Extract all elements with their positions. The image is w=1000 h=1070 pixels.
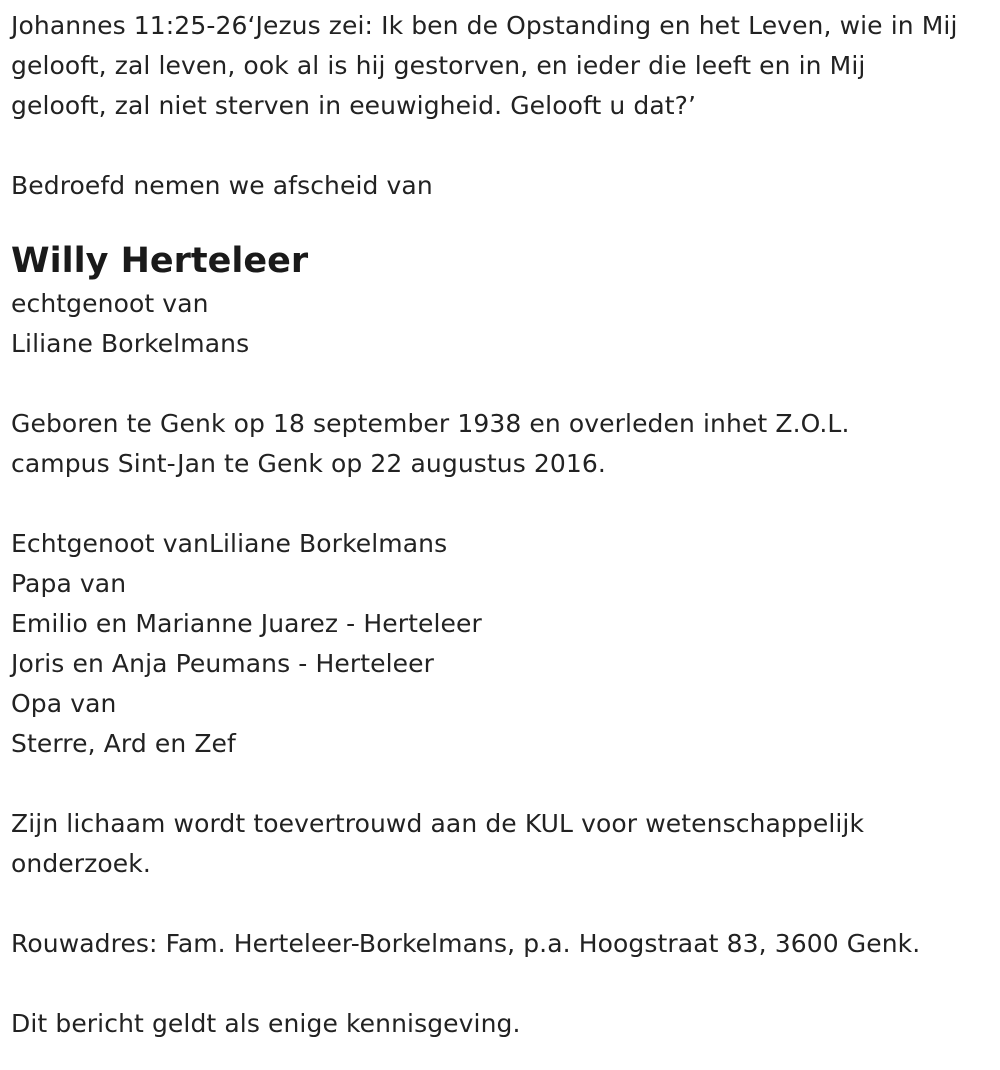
- spouse-block: [11, 284, 996, 364]
- spacer: [11, 964, 996, 1004]
- family-line: Emilio en Marianne Juarez - Herteleer: [11, 609, 482, 638]
- spacer: [11, 764, 996, 804]
- spacer: [11, 364, 996, 404]
- closing-note: Dit bericht geldt als enige kennisgeving.: [11, 1009, 521, 1038]
- family-line: Opa van: [11, 689, 117, 718]
- verse-line: gelooft, zal leven, ook al is hij gestorven, en ieder die leeft en in Mij: [11, 51, 866, 80]
- deceased-name: Willy Herteleer: [11, 241, 309, 281]
- family-line: Joris en Anja Peumans - Herteleer: [11, 649, 434, 678]
- mourning-address: Rouwadres: Fam. Herteleer-Borkelmans, p.a. Hoogstraat 83, 3600 Genk.: [11, 929, 921, 958]
- family-list: [11, 524, 996, 764]
- spacer: [11, 484, 996, 524]
- spacer: [11, 126, 996, 166]
- obituary-notice: [11, 6, 996, 1044]
- birth-death-info: [11, 404, 996, 484]
- body-donation-line: Zijn lichaam wordt toevertrouwd aan de KUL voor wetenschappelijk: [11, 809, 865, 838]
- birth-death-line: Geboren te Genk op 18 september 1938 en overleden inhet Z.O.L.: [11, 409, 850, 438]
- verse-line: gelooft, zal niet sterven in eeuwigheid. Gelooft u dat?’: [11, 91, 697, 120]
- spouse-label: echtgenoot van: [11, 289, 209, 318]
- family-line: Papa van: [11, 569, 127, 598]
- body-donation-line: onderzoek.: [11, 849, 151, 878]
- body-donation: [11, 804, 996, 884]
- verse-line: Johannes 11:25-26‘Jezus zei: Ik ben de Opstanding en het Leven, wie in Mij: [11, 11, 958, 40]
- birth-death-line: campus Sint-Jan te Genk op 22 augustus 2016.: [11, 449, 606, 478]
- intro-text: Bedroefd nemen we afscheid van: [11, 171, 433, 200]
- family-line: Echtgenoot vanLiliane Borkelmans: [11, 529, 448, 558]
- family-line: Sterre, Ard en Zef: [11, 729, 236, 758]
- spacer: [11, 884, 996, 924]
- bible-verse: [11, 6, 996, 126]
- spouse-name: Liliane Borkelmans: [11, 329, 250, 358]
